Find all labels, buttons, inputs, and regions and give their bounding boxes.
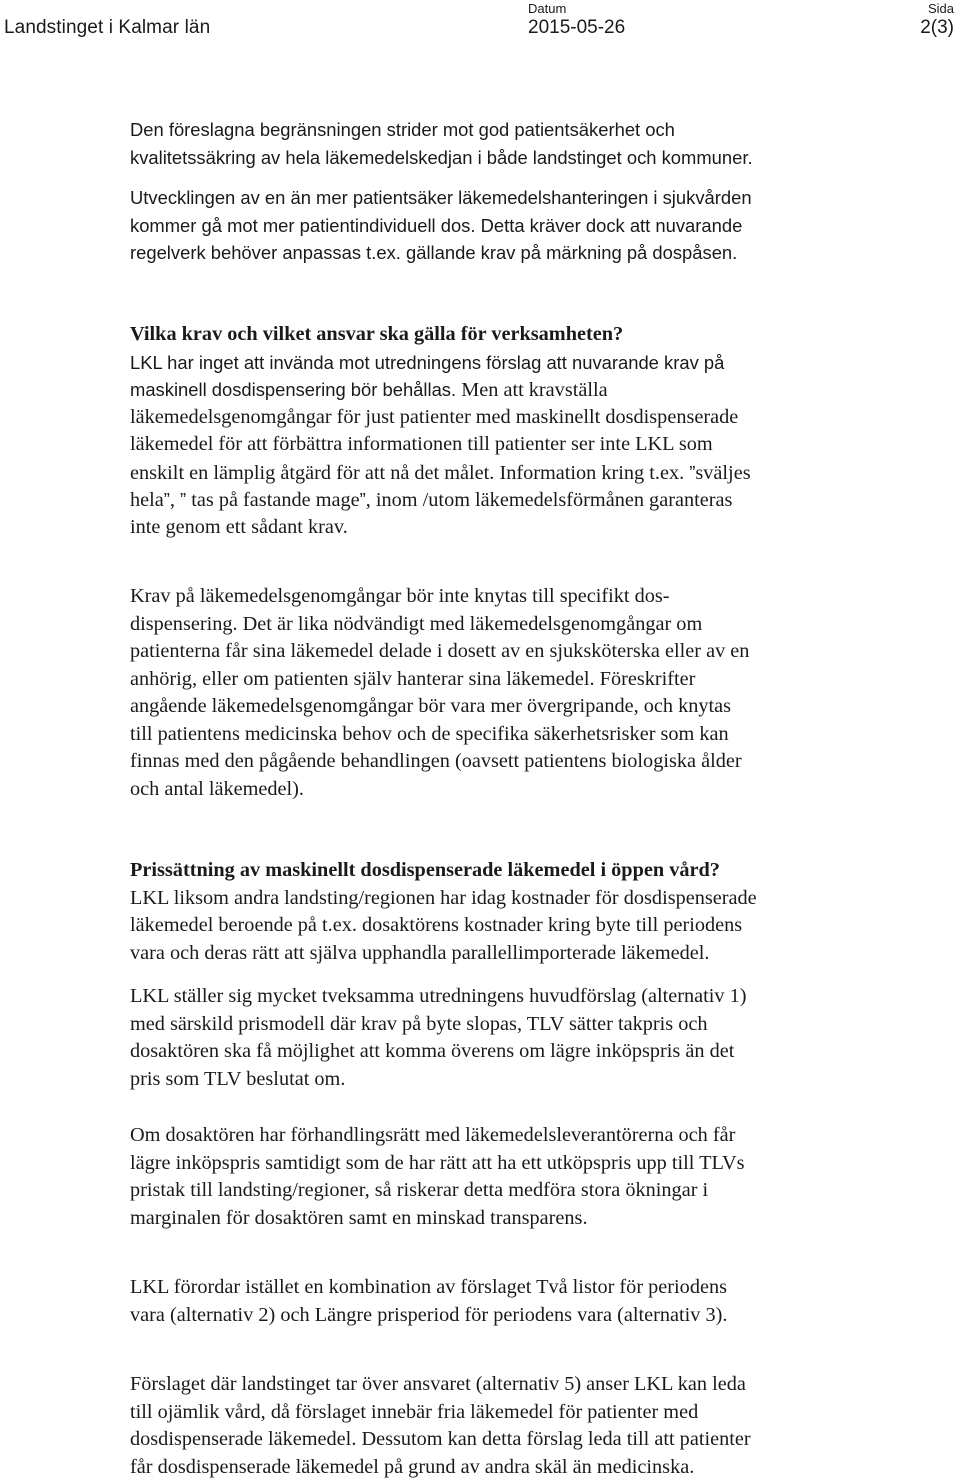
- text-line: Krav på läkemedelsgenomgångar bör inte knytas till specifikt dos-: [130, 585, 670, 607]
- text-line: får dosdispenserade läkemedel på grund av andra skäl än medicinska.: [130, 1455, 695, 1478]
- text-line: marginalen för dosaktören samt en minskad transparens.: [130, 1206, 588, 1229]
- text-line: läkemedelsgenomgångar för just patienter med maskinellt dosdispenserade: [130, 405, 739, 428]
- date-label: Datum: [528, 1, 567, 16]
- text-line: regelverk behöver anpassas t.ex. gällande krav på märkning på dospåsen.: [130, 242, 738, 263]
- text-segment: sväljes: [695, 461, 751, 484]
- paragraph-7: [130, 1122, 960, 1232]
- quote-mark: ”: [359, 489, 366, 510]
- text-line: vara (alternativ 2) och Längre prisperiod för periodens vara (alternativ 3).: [130, 1303, 728, 1326]
- paragraph-2: [130, 184, 960, 267]
- text-segment: , inom /utom läkemedelsförmånen garanteras: [365, 489, 733, 511]
- text-line: kvalitetssäkring av hela läkemedelskedjan i både landstinget och kommuner.: [130, 146, 753, 168]
- paragraph-8: [130, 1274, 960, 1329]
- quote-mark: ”: [163, 489, 170, 510]
- section-heading: Vilka krav och vilket ansvar ska gälla för verksamheten?: [130, 323, 624, 345]
- text-line: lägre inköpspris samtidigt som de har rätt att ha ett utköpspris upp till TLVs: [130, 1151, 745, 1174]
- page-header: [0, 0, 960, 60]
- text-segment: enskilt en lämplig åtgärd för att nå det målet. Information kring t.ex.: [130, 461, 690, 484]
- text-segment: maskinell dosdispensering bör behållas.: [130, 379, 457, 400]
- text-line: LKL liksom andra landsting/regionen har idag kostnader för dosdispenserade: [130, 886, 757, 909]
- text-line: dispensering. Det är lika nödvändigt med läkemedelsgenomgångar om: [130, 612, 703, 635]
- page-number: 2(3): [920, 17, 954, 38]
- paragraph-4: [130, 583, 960, 803]
- section-heading: Prissättning av maskinellt dosdispenserade läkemedel i öppen vård?: [130, 859, 720, 881]
- text-line: kommer gå mot mer patientindividuell dos. Detta kräver dock att nuvarande: [130, 214, 743, 236]
- text-line: LKL har inget att invända mot utredningens förslag att nuvarande krav på: [130, 351, 725, 373]
- text-line: [130, 376, 960, 404]
- text-line: och antal läkemedel).: [130, 777, 304, 800]
- text-line: patienterna får sina läkemedel delade i dosett av en sjuksköterska eller av en: [130, 640, 750, 662]
- text-line: Förslaget där landstinget tar över ansvaret (alternativ 5) anser LKL kan leda: [130, 1373, 746, 1395]
- text-line: [130, 486, 960, 514]
- text-line: Utvecklingen av en än mer patientsäker läkemedelshanteringen i sjukvården: [130, 187, 752, 208]
- text-line: till ojämlik vård, då förslaget innebär fria läkemedel för patienter med: [130, 1400, 699, 1423]
- text-line: läkemedel beroende på t.ex. dosaktörens kostnader kring byte till periodens: [130, 914, 743, 936]
- text-line: med särskild prismodell där krav på byte slopas, TLV sätter takpris och: [130, 1012, 708, 1035]
- paragraph-6: [130, 983, 960, 1093]
- quote-mark: ”: [180, 489, 187, 510]
- text-segment: ,: [169, 489, 181, 511]
- paragraph-9: [130, 1371, 960, 1481]
- text-segment: hela: [130, 489, 164, 511]
- text-line: [130, 459, 960, 487]
- text-line: vara och deras rätt att själva upphandla parallellimporterade läkemedel.: [130, 941, 710, 964]
- text-line: läkemedel för att förbättra informationen till patienter ser inte LKL som: [130, 433, 713, 455]
- text-segment: tas på fastande mage: [186, 489, 360, 511]
- text-line: Om dosaktören har förhandlingsrätt med läkemedelsleverantörerna och får: [130, 1124, 736, 1146]
- text-line: pristak till landsting/regioner, så riskerar detta medföra stora ökningar i: [130, 1179, 709, 1201]
- text-line: finnas med den pågående behandlingen (oavsett patientens biologiska ålder: [130, 750, 742, 772]
- text-line: pris som TLV beslutat om.: [130, 1067, 346, 1090]
- text-line: dosdispenserade läkemedel. Dessutom kan detta förslag leda till att patienter: [130, 1428, 751, 1450]
- organization-name: Landstinget i Kalmar län: [4, 17, 211, 38]
- text-line: LKL förordar istället en kombination av förslaget Två listor för periodens: [130, 1276, 727, 1298]
- text-line: till patientens medicinska behov och de specifika säkerhetsrisker som kan: [130, 722, 729, 745]
- paragraph-3: [130, 321, 960, 541]
- page-label: Sida: [927, 1, 954, 16]
- text-line: angående läkemedelsgenomgångar bör vara mer övergripande, och knytas: [130, 695, 732, 717]
- document-date: 2015-05-26: [528, 17, 626, 38]
- text-line: inte genom ett sådant krav.: [130, 515, 348, 538]
- paragraph-1: [130, 116, 960, 171]
- text-line: anhörig, eller om patienten själv hanterar sina läkemedel. Föreskrifter: [130, 667, 696, 690]
- text-line: Den föreslagna begränsningen strider mot god patientsäkerhet och: [130, 119, 675, 140]
- paragraph-5: [130, 857, 960, 967]
- text-segment: Men att kravställa: [456, 379, 608, 401]
- quote-mark: ”: [689, 461, 696, 483]
- text-line: dosaktören ska få möjlighet att komma överens om lägre inköpspris än det: [130, 1040, 735, 1062]
- text-line: LKL ställer sig mycket tveksamma utredningens huvudförslag (alternativ 1): [130, 985, 747, 1007]
